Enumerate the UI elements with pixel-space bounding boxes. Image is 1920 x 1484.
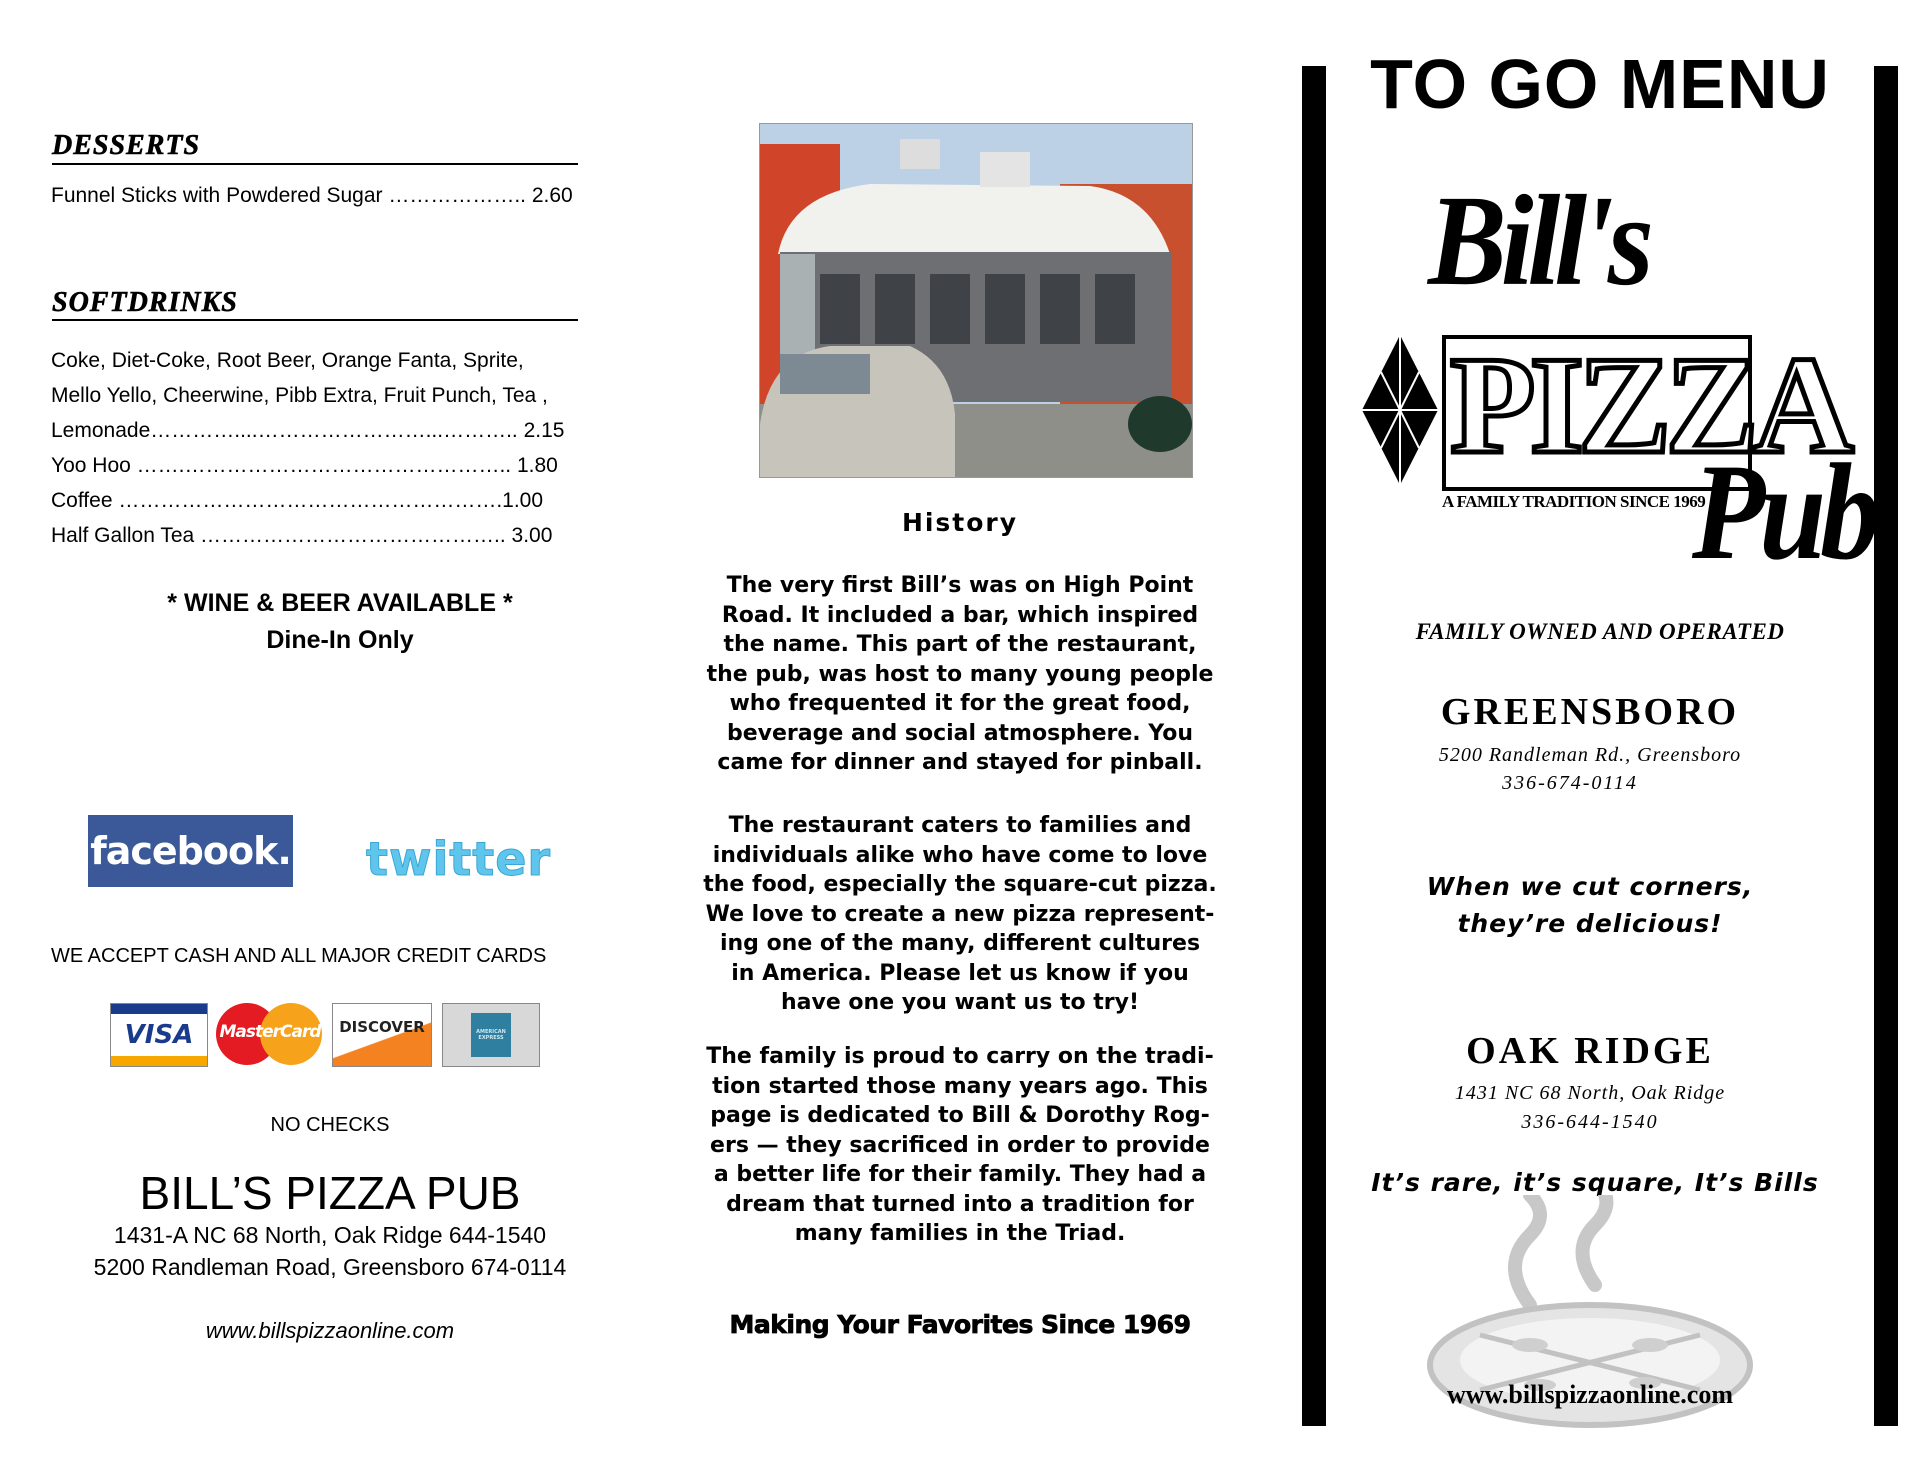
restaurant-name: BILL’S PIZZA PUB: [139, 1167, 521, 1219]
desserts-rule: [52, 163, 578, 165]
history-paragraph-2: [690, 811, 1230, 1018]
softdrinks-line: Yoo Hoo …….……………………………………….. 1.80: [51, 454, 558, 477]
twitter-logo[interactable]: twitter: [366, 832, 552, 886]
cover-website[interactable]: www.billspizzaonline.com: [1446, 1380, 1733, 1409]
greensboro-address: 5200 Randleman Rd., Greensboro: [1438, 744, 1742, 766]
visa-card-icon: [110, 1003, 208, 1067]
wine-beer-line: * WINE & BEER AVAILABLE *: [167, 589, 513, 617]
slogan-line: When we cut corners,: [1426, 872, 1754, 901]
history-line: The restaurant caters to families and: [728, 813, 1192, 838]
restaurant-photo: [759, 123, 1193, 478]
slogan-rare-square: It’s rare, it’s square, It’s Bills: [1371, 1168, 1819, 1197]
oak-ridge-heading: OAK RIDGE: [1466, 1030, 1714, 1072]
logo-pub-text: Pub: [1692, 434, 1875, 588]
greensboro-heading: GREENSBORO: [1440, 691, 1740, 733]
history-line: who frequented it for the great food,: [729, 691, 1191, 716]
to-go-menu-heading: TO GO MENU: [1370, 45, 1830, 123]
history-line: the pub, was host to many young people: [706, 661, 1214, 687]
history-line: The family is proud to carry on the tradi-: [706, 1044, 1214, 1069]
no-checks-text: NO CHECKS: [270, 1114, 390, 1136]
mastercard-icon: [216, 1003, 324, 1065]
history-line: We love to create a new pizza represent-: [705, 901, 1215, 927]
desserts-heading: DESSERTS: [52, 130, 201, 161]
history-line: in America. Please let us know if you: [731, 960, 1189, 986]
greensboro-phone: 336-674-0114: [1502, 772, 1638, 794]
oak-ridge-address: 1431 NC 68 North, Oak Ridge: [1454, 1082, 1726, 1104]
history-line: came for dinner and stayed for pinball.: [717, 750, 1203, 775]
oak-ridge-phone: 336-644-1540: [1521, 1111, 1659, 1133]
history-line: Road. It included a bar, which inspired: [721, 602, 1199, 628]
diamond-icon: [1360, 335, 1440, 485]
history-line: have one you want us to try!: [780, 990, 1139, 1015]
history-line: ing one of the many, different cultures: [719, 931, 1201, 956]
softdrinks-line: Lemonade…………....……………………...……….. 2.15: [51, 419, 565, 442]
softdrinks-line: Coke, Diet-Coke, Root Beer, Orange Fanta, Sprite,: [51, 349, 524, 372]
softdrinks-line: Coffee ……………………………………………….1.00: [51, 489, 544, 512]
slogan-line: they’re delicious!: [1457, 909, 1723, 938]
credit-card-row: [108, 1001, 548, 1067]
logo-pizza-text: PIZZA: [1450, 328, 1848, 483]
visa-label: VISA: [124, 1020, 194, 1050]
family-owned-text: FAMILY OWNED AND OPERATED: [1415, 619, 1785, 644]
middle-panel: [640, 0, 1280, 1484]
history-line: the name. This part of the restaurant,: [723, 632, 1197, 657]
history-paragraph-3: [690, 1042, 1230, 1249]
history-line: individuals alike who have come to love: [712, 842, 1208, 868]
amex-card-icon: [442, 1003, 540, 1067]
address-oak-ridge: 1431-A NC 68 North, Oak Ridge 644-1540: [113, 1222, 547, 1248]
history-line: many families in the Triad.: [794, 1221, 1126, 1246]
history-line: page is dedicated to Bill & Dorothy Rog-: [710, 1103, 1210, 1128]
slogan-cut-corners: [1310, 868, 1870, 942]
history-line: a better life for their family. They had a: [713, 1162, 1207, 1187]
softdrinks-heading: SOFTDRINKS: [52, 287, 238, 318]
discover-label: DISCOVER: [339, 1018, 425, 1036]
amex-label: AMERICAN EXPRESS: [476, 1029, 506, 1041]
softdrinks-line: Mello Yello, Cheerwine, Pibb Extra, Fruit Punch, Tea ,: [51, 384, 548, 407]
history-tagline: Making Your Favorites Since 1969: [729, 1310, 1191, 1339]
diner-illustration: [760, 124, 1192, 477]
history-paragraph-1: [690, 571, 1230, 778]
logo-bills-text: Bill's: [1428, 168, 1648, 313]
website-link[interactable]: www.billspizzaonline.com: [205, 1318, 455, 1343]
history-line: dream that turned into a tradition for: [726, 1191, 1194, 1217]
bills-pizza-pub-logo: [1360, 168, 1875, 605]
mastercard-label: MasterCard: [219, 1022, 321, 1042]
wine-beer-notice: [40, 585, 640, 659]
logo-since-text: A FAMILY TRADITION SINCE 1969: [1442, 492, 1706, 511]
payment-accept-text: WE ACCEPT CASH AND ALL MAJOR CREDIT CARDS: [51, 945, 547, 967]
softdrinks-rule: [52, 319, 578, 321]
history-line: ers — they sacrificed in order to provide: [710, 1132, 1210, 1158]
history-line: tion started those many years ago. This: [712, 1073, 1208, 1099]
dessert-item: Funnel Sticks with Powdered Sugar ……………….. 2.60: [51, 184, 573, 207]
left-panel: [0, 0, 640, 1484]
history-line: the food, especially the square-cut pizza.: [703, 872, 1217, 897]
history-line: The very first Bill’s was on High Point: [726, 573, 1194, 598]
address-greensboro: 5200 Randleman Road, Greensboro 674-0114: [93, 1254, 567, 1280]
history-heading: History: [901, 508, 1019, 537]
softdrinks-list: [51, 343, 564, 553]
softdrinks-line: Half Gallon Tea …………………………………….. 3.00: [51, 524, 553, 547]
history-line: beverage and social atmosphere. You: [726, 720, 1193, 746]
discover-card-icon: [332, 1003, 432, 1067]
cover-panel: [1280, 0, 1920, 1484]
facebook-logo[interactable]: facebook.: [88, 815, 293, 887]
dine-in-line: Dine-In Only: [266, 626, 414, 654]
